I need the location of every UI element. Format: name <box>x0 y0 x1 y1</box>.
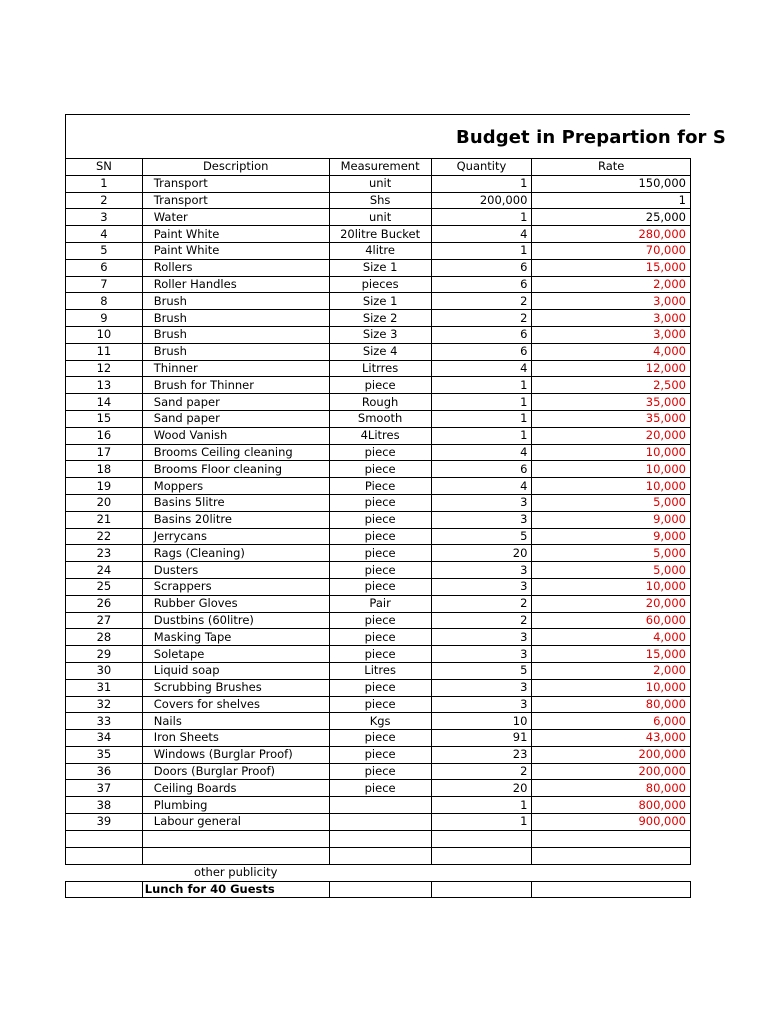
cell-rate[interactable]: 2,500 <box>532 377 691 394</box>
table-row <box>66 192 691 209</box>
cell-rate[interactable]: 80,000 <box>532 780 691 797</box>
cell-rate[interactable]: 15,000 <box>532 646 691 663</box>
cell-description[interactable] <box>142 830 329 847</box>
cell-sn[interactable]: 26 <box>66 595 143 612</box>
cell-description[interactable]: Windows (Burglar Proof) <box>142 746 329 763</box>
cell-sn[interactable]: 34 <box>66 730 143 747</box>
cell-rate[interactable]: 43,000 <box>532 730 691 747</box>
table-row <box>66 259 691 276</box>
cell-sn[interactable]: 33 <box>66 713 143 730</box>
cell-sn[interactable]: 2 <box>66 192 143 209</box>
cell-rate[interactable]: 4,000 <box>532 343 691 360</box>
cell-sn[interactable]: 4 <box>66 226 143 243</box>
cell-sn[interactable]: 36 <box>66 763 143 780</box>
cell-sn[interactable]: 32 <box>66 696 143 713</box>
cell-description[interactable]: Jerrycans <box>142 528 329 545</box>
cell-sn[interactable] <box>66 830 143 847</box>
table-row <box>66 545 691 562</box>
cell-rate[interactable]: 1 <box>532 192 691 209</box>
cell-quantity[interactable]: 1 <box>431 814 532 831</box>
cell-description[interactable]: Brush for Thinner <box>142 377 329 394</box>
table-row <box>66 646 691 663</box>
cell-description[interactable]: Thinner <box>142 360 329 377</box>
cell-sn[interactable]: 20 <box>66 494 143 511</box>
cell-rate[interactable]: 12,000 <box>532 360 691 377</box>
cell-rate[interactable]: 10,000 <box>532 444 691 461</box>
cell-quantity[interactable]: 91 <box>431 730 532 747</box>
cell-sn[interactable]: 31 <box>66 679 143 696</box>
cell-sn[interactable]: 25 <box>66 578 143 595</box>
cell-sn[interactable]: 37 <box>66 780 143 797</box>
table-row <box>66 242 691 259</box>
cell-rate[interactable]: 25,000 <box>532 209 691 226</box>
cell-rate[interactable]: 35,000 <box>532 394 691 411</box>
table-row <box>66 494 691 511</box>
cell-description[interactable]: Sand paper <box>142 394 329 411</box>
cell-description[interactable]: Scrubbing Brushes <box>142 679 329 696</box>
cell-quantity[interactable]: 1 <box>431 377 532 394</box>
table-row <box>66 343 691 360</box>
cell-rate[interactable]: 4,000 <box>532 629 691 646</box>
cell-measurement[interactable]: 20litre Bucket <box>329 226 431 243</box>
cell-sn[interactable] <box>66 881 143 898</box>
cell-measurement[interactable]: piece <box>329 528 431 545</box>
other-publicity-label[interactable]: other publicity <box>142 864 329 881</box>
cell-measurement[interactable]: unit <box>329 175 431 192</box>
cell-quantity[interactable]: 1 <box>431 410 532 427</box>
cell-sn[interactable] <box>66 864 143 881</box>
cell-rate[interactable]: 5,000 <box>532 562 691 579</box>
cell-description[interactable]: Iron Sheets <box>142 730 329 747</box>
cell-description[interactable]: Wood Vanish <box>142 427 329 444</box>
cell-rate[interactable] <box>532 864 691 881</box>
cell-sn[interactable]: 18 <box>66 461 143 478</box>
cell-quantity[interactable]: 6 <box>431 259 532 276</box>
cell-quantity[interactable]: 20 <box>431 780 532 797</box>
cell-measurement[interactable] <box>329 847 431 864</box>
table-row <box>66 662 691 679</box>
header-description[interactable]: Description <box>142 159 329 176</box>
cell-description[interactable]: Sand paper <box>142 410 329 427</box>
table-row <box>66 461 691 478</box>
table-row <box>66 730 691 747</box>
cell-quantity[interactable] <box>431 864 532 881</box>
cell-rate[interactable]: 200,000 <box>532 746 691 763</box>
table-row <box>66 578 691 595</box>
cell-sn[interactable]: 7 <box>66 276 143 293</box>
cell-sn[interactable]: 1 <box>66 175 143 192</box>
cell-description[interactable]: Rags (Cleaning) <box>142 545 329 562</box>
cell-quantity[interactable]: 2 <box>431 293 532 310</box>
cell-description[interactable]: Liquid soap <box>142 662 329 679</box>
cell-quantity[interactable]: 3 <box>431 578 532 595</box>
cell-description[interactable]: Dusters <box>142 562 329 579</box>
cell-quantity[interactable]: 6 <box>431 343 532 360</box>
cell-description[interactable]: Paint White <box>142 226 329 243</box>
table-row <box>66 713 691 730</box>
cell-sn[interactable]: 30 <box>66 662 143 679</box>
cell-description[interactable]: Roller Handles <box>142 276 329 293</box>
cell-measurement[interactable]: Rough <box>329 394 431 411</box>
cell-quantity[interactable]: 5 <box>431 662 532 679</box>
cell-description[interactable]: Soletape <box>142 646 329 663</box>
cell-description[interactable]: Rollers <box>142 259 329 276</box>
cell-measurement[interactable]: piece <box>329 730 431 747</box>
cell-sn[interactable]: 22 <box>66 528 143 545</box>
cell-quantity[interactable]: 4 <box>431 226 532 243</box>
cell-sn[interactable] <box>66 847 143 864</box>
header-row <box>66 159 691 176</box>
cell-quantity[interactable]: 1 <box>431 209 532 226</box>
cell-quantity[interactable]: 6 <box>431 276 532 293</box>
table-row <box>66 293 691 310</box>
cell-measurement[interactable]: piece <box>329 578 431 595</box>
cell-quantity[interactable]: 3 <box>431 562 532 579</box>
cell-sn[interactable]: 21 <box>66 511 143 528</box>
cell-description[interactable] <box>142 847 329 864</box>
table-row <box>66 679 691 696</box>
cell-measurement[interactable] <box>329 797 431 814</box>
cell-description[interactable]: Brush <box>142 326 329 343</box>
cell-description[interactable]: Brush <box>142 293 329 310</box>
cell-rate[interactable]: 35,000 <box>532 410 691 427</box>
cell-rate[interactable]: 900,000 <box>532 814 691 831</box>
cell-description[interactable]: Basins 20litre <box>142 511 329 528</box>
cell-description[interactable]: Moppers <box>142 478 329 495</box>
title-row <box>65 114 726 159</box>
table-row <box>66 511 691 528</box>
cell-description[interactable]: Scrappers <box>142 578 329 595</box>
cell-quantity[interactable]: 3 <box>431 646 532 663</box>
cell-sn[interactable]: 14 <box>66 394 143 411</box>
lunch-label[interactable]: Lunch for 40 Guests <box>142 881 329 898</box>
cell-measurement[interactable]: Piece <box>329 478 431 495</box>
table-row <box>66 562 691 579</box>
cell-sn[interactable]: 19 <box>66 478 143 495</box>
cell-rate[interactable] <box>532 881 691 898</box>
cell-rate[interactable]: 10,000 <box>532 679 691 696</box>
cell-quantity[interactable]: 6 <box>431 326 532 343</box>
table-row <box>66 209 691 226</box>
lunch-row <box>66 881 691 898</box>
cell-measurement[interactable] <box>329 864 431 881</box>
cell-sn[interactable]: 5 <box>66 242 143 259</box>
cell-description[interactable]: Masking Tape <box>142 629 329 646</box>
table-row <box>66 175 691 192</box>
table-row <box>66 276 691 293</box>
cell-quantity[interactable]: 20 <box>431 545 532 562</box>
cell-quantity[interactable] <box>431 830 532 847</box>
table-row <box>66 377 691 394</box>
cell-description[interactable]: Doors (Burglar Proof) <box>142 763 329 780</box>
cell-measurement[interactable]: Litres <box>329 662 431 679</box>
table-row <box>66 595 691 612</box>
budget-table <box>65 158 691 898</box>
cell-sn[interactable]: 23 <box>66 545 143 562</box>
cell-sn[interactable]: 35 <box>66 746 143 763</box>
cell-quantity[interactable]: 2 <box>431 595 532 612</box>
cell-rate[interactable]: 280,000 <box>532 226 691 243</box>
cell-measurement[interactable]: Kgs <box>329 713 431 730</box>
cell-measurement[interactable]: piece <box>329 746 431 763</box>
table-row <box>66 763 691 780</box>
cell-rate[interactable]: 10,000 <box>532 461 691 478</box>
table-body <box>66 175 691 898</box>
cell-rate[interactable]: 6,000 <box>532 713 691 730</box>
cell-rate[interactable]: 80,000 <box>532 696 691 713</box>
cell-sn[interactable]: 39 <box>66 814 143 831</box>
cell-rate[interactable]: 70,000 <box>532 242 691 259</box>
cell-sn[interactable]: 12 <box>66 360 143 377</box>
cell-rate[interactable]: 3,000 <box>532 326 691 343</box>
cell-measurement[interactable]: piece <box>329 612 431 629</box>
cell-sn[interactable]: 27 <box>66 612 143 629</box>
cell-quantity[interactable]: 3 <box>431 511 532 528</box>
cell-rate[interactable]: 200,000 <box>532 763 691 780</box>
cell-rate[interactable] <box>532 830 691 847</box>
cell-rate[interactable]: 5,000 <box>532 545 691 562</box>
cell-sn[interactable]: 3 <box>66 209 143 226</box>
cell-quantity[interactable]: 3 <box>431 696 532 713</box>
cell-quantity[interactable]: 3 <box>431 629 532 646</box>
cell-description[interactable]: Dustbins (60litre) <box>142 612 329 629</box>
cell-rate[interactable]: 9,000 <box>532 511 691 528</box>
cell-rate[interactable]: 10,000 <box>532 578 691 595</box>
cell-measurement[interactable]: unit <box>329 209 431 226</box>
cell-quantity[interactable]: 1 <box>431 394 532 411</box>
cell-sn[interactable]: 16 <box>66 427 143 444</box>
cell-quantity[interactable]: 1 <box>431 175 532 192</box>
cell-measurement[interactable]: piece <box>329 646 431 663</box>
header-rate[interactable]: Rate <box>532 159 691 176</box>
cell-measurement[interactable]: Size 1 <box>329 259 431 276</box>
cell-quantity[interactable]: 1 <box>431 427 532 444</box>
cell-description[interactable]: Brooms Ceiling cleaning <box>142 444 329 461</box>
cell-measurement[interactable]: Litrres <box>329 360 431 377</box>
cell-quantity[interactable]: 4 <box>431 444 532 461</box>
budget-sheet <box>65 114 726 899</box>
cell-measurement[interactable]: piece <box>329 545 431 562</box>
cell-sn[interactable]: 17 <box>66 444 143 461</box>
cell-rate[interactable]: 3,000 <box>532 310 691 327</box>
cell-rate[interactable]: 60,000 <box>532 612 691 629</box>
table-row <box>66 360 691 377</box>
cell-sn[interactable]: 10 <box>66 326 143 343</box>
cell-sn[interactable]: 11 <box>66 343 143 360</box>
cell-rate[interactable] <box>532 847 691 864</box>
cell-rate[interactable]: 150,000 <box>532 175 691 192</box>
cell-quantity[interactable]: 200,000 <box>431 192 532 209</box>
cell-measurement[interactable]: piece <box>329 444 431 461</box>
cell-measurement[interactable]: piece <box>329 696 431 713</box>
cell-measurement[interactable]: Shs <box>329 192 431 209</box>
table-row <box>66 629 691 646</box>
cell-measurement[interactable]: piece <box>329 511 431 528</box>
cell-rate[interactable]: 9,000 <box>532 528 691 545</box>
cell-quantity[interactable]: 1 <box>431 797 532 814</box>
blank-row <box>66 830 691 847</box>
cell-quantity[interactable]: 3 <box>431 494 532 511</box>
cell-quantity[interactable]: 2 <box>431 310 532 327</box>
cell-measurement[interactable]: piece <box>329 629 431 646</box>
table-row <box>66 797 691 814</box>
cell-rate[interactable]: 5,000 <box>532 494 691 511</box>
cell-measurement[interactable] <box>329 814 431 831</box>
cell-measurement[interactable]: Size 3 <box>329 326 431 343</box>
cell-measurement[interactable]: Smooth <box>329 410 431 427</box>
cell-quantity[interactable]: 2 <box>431 612 532 629</box>
cell-description[interactable]: Brush <box>142 310 329 327</box>
sheet-title: Budget in Prepartion for S <box>456 127 726 148</box>
cell-quantity[interactable]: 6 <box>431 461 532 478</box>
header-quantity[interactable]: Quantity <box>431 159 532 176</box>
cell-description[interactable]: Labour general <box>142 814 329 831</box>
table-row <box>66 612 691 629</box>
cell-quantity[interactable]: 5 <box>431 528 532 545</box>
cell-rate[interactable]: 3,000 <box>532 293 691 310</box>
cell-measurement[interactable]: Size 4 <box>329 343 431 360</box>
cell-measurement[interactable]: piece <box>329 494 431 511</box>
table-row <box>66 696 691 713</box>
table-row <box>66 478 691 495</box>
cell-measurement[interactable]: Pair <box>329 595 431 612</box>
cell-description[interactable]: Brooms Floor cleaning <box>142 461 329 478</box>
cell-measurement[interactable]: Size 1 <box>329 293 431 310</box>
cell-rate[interactable]: 20,000 <box>532 595 691 612</box>
cell-measurement[interactable]: piece <box>329 562 431 579</box>
cell-sn[interactable]: 29 <box>66 646 143 663</box>
cell-rate[interactable]: 2,000 <box>532 662 691 679</box>
cell-rate[interactable]: 800,000 <box>532 797 691 814</box>
header-sn[interactable]: SN <box>66 159 143 176</box>
cell-sn[interactable]: 9 <box>66 310 143 327</box>
cell-description[interactable]: Ceiling Boards <box>142 780 329 797</box>
cell-measurement[interactable]: piece <box>329 780 431 797</box>
cell-measurement[interactable]: 4litre <box>329 242 431 259</box>
table-row <box>66 780 691 797</box>
cell-measurement[interactable]: pieces <box>329 276 431 293</box>
cell-sn[interactable]: 8 <box>66 293 143 310</box>
cell-description[interactable]: Plumbing <box>142 797 329 814</box>
cell-rate[interactable]: 10,000 <box>532 478 691 495</box>
header-measurement[interactable]: Measurement <box>329 159 431 176</box>
cell-quantity[interactable]: 10 <box>431 713 532 730</box>
table-row <box>66 427 691 444</box>
cell-description[interactable]: Paint White <box>142 242 329 259</box>
cell-quantity[interactable] <box>431 881 532 898</box>
cell-description[interactable]: Transport <box>142 192 329 209</box>
cell-quantity[interactable]: 3 <box>431 679 532 696</box>
cell-description[interactable]: Basins 5litre <box>142 494 329 511</box>
cell-measurement[interactable]: piece <box>329 461 431 478</box>
cell-sn[interactable]: 15 <box>66 410 143 427</box>
blank-row <box>66 847 691 864</box>
cell-description[interactable]: Water <box>142 209 329 226</box>
table-row <box>66 410 691 427</box>
cell-sn[interactable]: 13 <box>66 377 143 394</box>
cell-sn[interactable]: 6 <box>66 259 143 276</box>
cell-quantity[interactable]: 23 <box>431 746 532 763</box>
cell-measurement[interactable]: 4Litres <box>329 427 431 444</box>
table-row <box>66 326 691 343</box>
table-row <box>66 814 691 831</box>
table-row <box>66 226 691 243</box>
cell-measurement[interactable] <box>329 881 431 898</box>
table-row <box>66 394 691 411</box>
other-publicity-row <box>66 864 691 881</box>
cell-measurement[interactable]: Size 2 <box>329 310 431 327</box>
cell-measurement[interactable]: piece <box>329 377 431 394</box>
table-row <box>66 310 691 327</box>
cell-sn[interactable]: 28 <box>66 629 143 646</box>
cell-measurement[interactable]: piece <box>329 679 431 696</box>
cell-quantity[interactable]: 4 <box>431 478 532 495</box>
cell-description[interactable]: Rubber Gloves <box>142 595 329 612</box>
cell-rate[interactable]: 2,000 <box>532 276 691 293</box>
cell-description[interactable]: Transport <box>142 175 329 192</box>
table-row <box>66 746 691 763</box>
cell-rate[interactable]: 15,000 <box>532 259 691 276</box>
table-row <box>66 528 691 545</box>
cell-measurement[interactable]: piece <box>329 763 431 780</box>
table-row <box>66 444 691 461</box>
cell-description[interactable]: Covers for shelves <box>142 696 329 713</box>
cell-rate[interactable]: 20,000 <box>532 427 691 444</box>
cell-quantity[interactable] <box>431 847 532 864</box>
cell-measurement[interactable] <box>329 830 431 847</box>
cell-description[interactable]: Nails <box>142 713 329 730</box>
cell-sn[interactable]: 38 <box>66 797 143 814</box>
cell-quantity[interactable]: 2 <box>431 763 532 780</box>
cell-sn[interactable]: 24 <box>66 562 143 579</box>
cell-quantity[interactable]: 4 <box>431 360 532 377</box>
cell-quantity[interactable]: 1 <box>431 242 532 259</box>
cell-description[interactable]: Brush <box>142 343 329 360</box>
